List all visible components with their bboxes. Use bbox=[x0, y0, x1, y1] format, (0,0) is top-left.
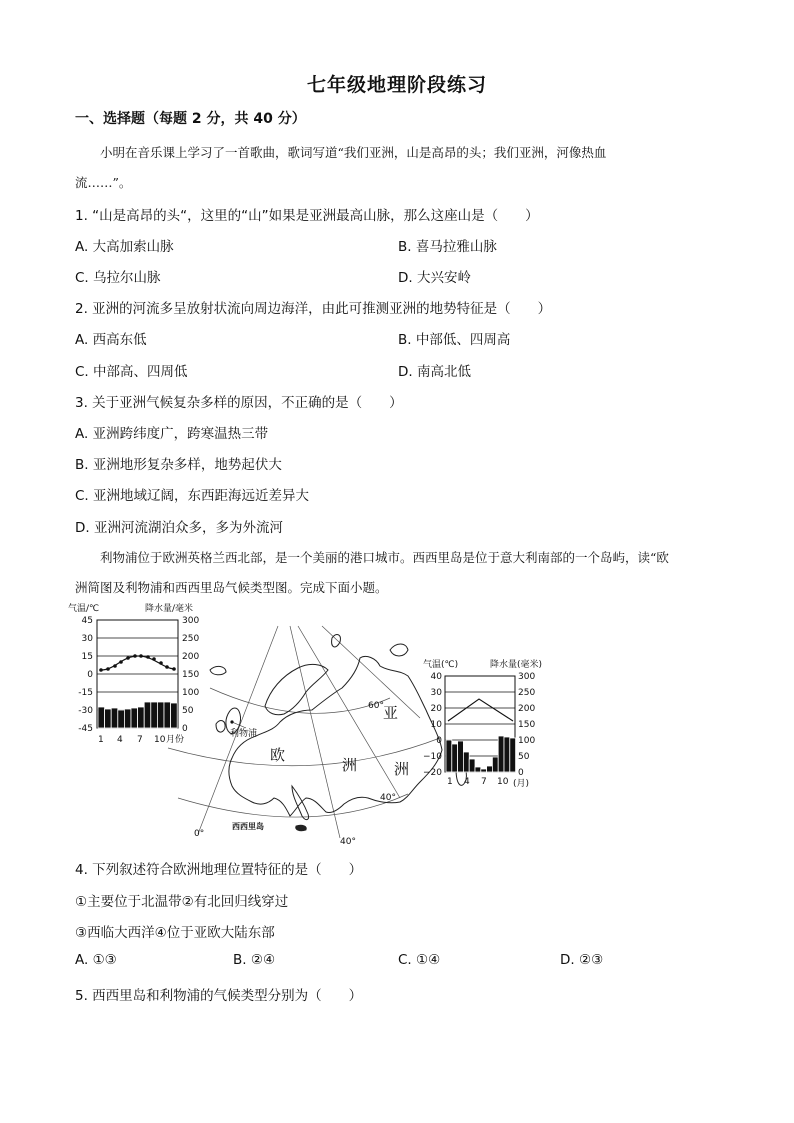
q2-option-b[interactable]: B. 中部低、四周高 bbox=[398, 332, 511, 348]
q2-option-a[interactable]: A. 西高东低 bbox=[75, 332, 147, 348]
left-precip-tick: 300 bbox=[182, 616, 200, 626]
q2-option-d[interactable]: D. 南高北低 bbox=[398, 364, 471, 380]
map-label-zhou: 洲 bbox=[394, 760, 410, 778]
q1-option-c[interactable]: C. 乌拉尔山脉 bbox=[75, 270, 161, 286]
right-temp-axis-label: 气温(℃) bbox=[423, 660, 459, 670]
left-temp-tick: -30 bbox=[78, 706, 93, 716]
left-precip-tick: 150 bbox=[182, 670, 200, 680]
question-5-stem: 5. 西西里岛和利物浦的气候类型分别为（ ） bbox=[75, 988, 363, 1004]
map-label-asia: 亚 bbox=[383, 704, 399, 722]
right-precip-tick: 150 bbox=[518, 720, 536, 730]
sicily-label: 西西里岛 bbox=[232, 822, 264, 831]
intro-paragraph-line: 利物浦位于欧洲英格兰西北部，是一个美丽的港口城市。西西里岛是位于意大利南部的一个岛屿，读“欧 bbox=[100, 550, 669, 565]
right-temp-tick: −10 bbox=[423, 752, 442, 762]
left-precip-tick: 100 bbox=[182, 688, 200, 698]
right-precip-tick: 0 bbox=[518, 768, 524, 778]
left-precip-tick: 250 bbox=[182, 634, 200, 644]
q4-option-d[interactable]: D. ②③ bbox=[560, 952, 604, 968]
question-3-stem: 3. 关于亚洲气候复杂多样的原因，不正确的是（ ） bbox=[75, 395, 403, 411]
q3-option-a[interactable]: A. 亚洲跨纬度广，跨寒温热三带 bbox=[75, 426, 269, 442]
left-precip-tick: 200 bbox=[182, 652, 200, 662]
q1-option-b[interactable]: B. 喜马拉雅山脉 bbox=[398, 239, 497, 255]
left-temp-tick: 0 bbox=[87, 670, 93, 680]
q4-statement-line: ①主要位于北温带②有北回归线穿过 bbox=[75, 894, 289, 910]
left-temp-tick: -45 bbox=[78, 724, 93, 734]
q4-option-a[interactable]: A. ①③ bbox=[75, 952, 117, 968]
left-temp-tick: -15 bbox=[78, 688, 93, 698]
page-title: 七年级地理阶段练习 bbox=[306, 74, 487, 96]
right-temp-tick: 0 bbox=[436, 736, 442, 746]
intro-paragraph-line: 流……”。 bbox=[75, 175, 132, 190]
left-temp-tick: 45 bbox=[81, 616, 93, 626]
question-2-stem: 2. 亚洲的河流多呈放射状流向周边海洋，由此可推测亚洲的地势特征是（ ） bbox=[75, 301, 552, 317]
right-temp-tick: 20 bbox=[430, 704, 442, 714]
section-heading: 一、选择题（每题 2 分，共 40 分） bbox=[75, 111, 306, 127]
right-x-unit: (月) bbox=[513, 779, 530, 789]
q4-statement-line: ③西临大西洋④位于亚欧大陆东部 bbox=[75, 925, 275, 941]
right-temp-tick: 40 bbox=[430, 672, 442, 682]
left-temp-axis-label: 气温/℃ bbox=[68, 604, 100, 614]
right-x-tick: 4 bbox=[464, 777, 470, 787]
map-label-europe: 欧 bbox=[270, 746, 286, 764]
left-x-tick: 4 bbox=[117, 735, 123, 745]
map-label-zhou: 洲 bbox=[342, 756, 358, 774]
intro-paragraph-line: 小明在音乐课上学习了一首歌曲，歌词写道“我们亚洲，山是高昂的头；我们亚洲，河像热血 bbox=[100, 145, 607, 160]
left-temp-tick: 30 bbox=[81, 634, 93, 644]
right-precip-tick: 300 bbox=[518, 672, 536, 682]
latitude-label: 40° bbox=[380, 793, 396, 803]
question-1-stem: 1. “山是高昂的头“，这里的“山”如果是亚洲最高山脉，那么这座山是（ ） bbox=[75, 208, 539, 224]
left-temp-tick: 15 bbox=[81, 652, 93, 662]
liverpool-climate-chart bbox=[68, 602, 199, 745]
intro-paragraph-line: 洲简图及利物浦和西西里岛气候类型图。完成下面小题。 bbox=[75, 580, 388, 595]
q4-option-b[interactable]: B. ②④ bbox=[233, 952, 276, 968]
q1-option-d[interactable]: D. 大兴安岭 bbox=[398, 270, 471, 286]
left-x-tick: 1 bbox=[98, 735, 104, 745]
q3-option-d[interactable]: D. 亚洲河流湖泊众多，多为外流河 bbox=[75, 520, 283, 536]
left-precip-tick: 50 bbox=[182, 706, 194, 716]
left-precip-axis-label: 降水量/毫米 bbox=[145, 604, 194, 614]
right-x-tick: 1 bbox=[447, 777, 453, 787]
right-precip-tick: 250 bbox=[518, 688, 536, 698]
q3-option-c[interactable]: C. 亚洲地域辽阔，东西距海远近差异大 bbox=[75, 488, 310, 504]
right-precip-tick: 200 bbox=[518, 704, 536, 714]
q2-option-c[interactable]: C. 中部高、四周低 bbox=[75, 364, 188, 380]
latitude-label: 60° bbox=[368, 701, 384, 711]
right-x-tick: 10 bbox=[497, 777, 509, 787]
left-x-unit: 月份 bbox=[166, 735, 185, 745]
right-temp-tick: 10 bbox=[430, 720, 442, 730]
right-precip-tick: 100 bbox=[518, 736, 536, 746]
longitude-label: 40° bbox=[340, 837, 356, 847]
liverpool-label: 利物浦 bbox=[230, 729, 258, 739]
q3-option-b[interactable]: B. 亚洲地形复杂多样，地势起伏大 bbox=[75, 457, 282, 473]
longitude-label: 0° bbox=[194, 829, 205, 839]
question-4-stem: 4. 下列叙述符合欧洲地理位置特征的是（ ） bbox=[75, 862, 363, 878]
left-x-tick: 10 bbox=[154, 735, 166, 745]
right-x-tick: 7 bbox=[481, 777, 487, 787]
right-temp-tick: 30 bbox=[430, 688, 442, 698]
left-x-tick: 7 bbox=[137, 735, 143, 745]
right-temp-tick: −20 bbox=[423, 768, 442, 778]
right-precip-tick: 50 bbox=[518, 752, 530, 762]
left-precip-tick: 0 bbox=[182, 724, 188, 734]
q1-option-a[interactable]: A. 大高加索山脉 bbox=[75, 239, 174, 255]
q4-option-c[interactable]: C. ①④ bbox=[398, 952, 441, 968]
right-precip-axis-label: 降水量(毫米) bbox=[490, 660, 543, 670]
sicily-climate-chart bbox=[415, 655, 565, 795]
